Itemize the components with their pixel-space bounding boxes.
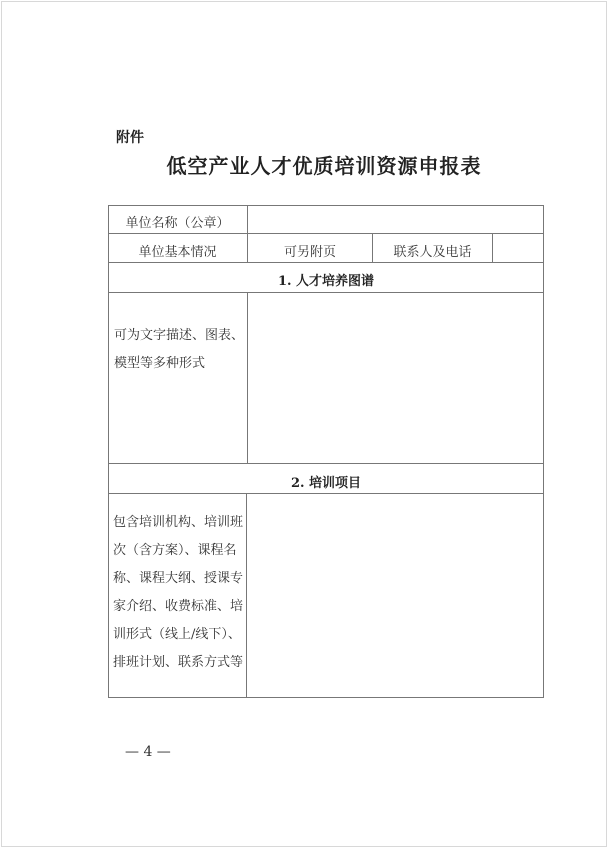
unit-info-value: 可另附页 <box>283 245 336 260</box>
section2-content-field[interactable] <box>247 494 543 697</box>
unit-name-field[interactable] <box>248 206 543 233</box>
attachment-label: 附件 <box>116 130 144 146</box>
section1-description: 可为文字描述、图表、 模型等多种形式 <box>114 328 245 371</box>
unit-name-label: 单位名称（公章） <box>125 216 230 231</box>
section2-description: 包含培训机构、培训班 次（含方案）、课程名 称、课程大纲、授课专 家介绍、收费标准、培 训形式（线上/线下）、 排班计划、联系方式等 <box>113 515 244 670</box>
unit-info-label: 单位基本情况 <box>138 245 217 260</box>
section2-heading: 2. 培训项目 <box>290 476 362 491</box>
page-title: 低空产业人才优质培训资源申报表 <box>166 154 482 178</box>
section1-content-field[interactable] <box>248 293 543 463</box>
page-number: — 4 — <box>125 744 171 760</box>
contact-field[interactable] <box>493 234 543 262</box>
section1-heading: 1. 人才培养图谱 <box>277 274 375 289</box>
contact-label: 联系人及电话 <box>393 245 472 260</box>
